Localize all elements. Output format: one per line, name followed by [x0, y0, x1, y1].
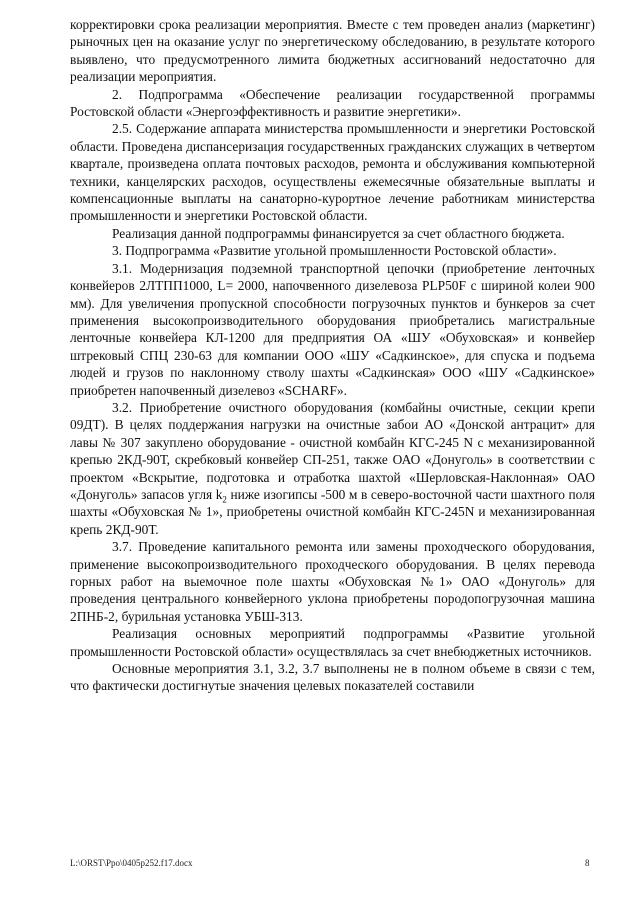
paragraph-subprogram-2: 2. Подпрограмма «Обеспечение реализации государственной программы Ростовской области «Энергоэффективность и развитие энергетики». [70, 86, 595, 120]
paragraph-3-1: 3.1. Модернизация подземной транспортной цепочки (приобретение ленточных конвейеров 2ЛТПП1000, L= 2000, напочвенного дизелевоза PLP50F с шириной колеи 900 мм). Для увеличения пропускной способности погрузочных пунктов и бункеров за счет применения высокопроизводительного оборудования приобретались магистральные ленточные конвейера КЛ-1200 для предприятия ОА «ШУ «Обуховская» и конвейер штрековый СПЦ 230-63 для компании ООО «ШУ «Садкинское», для спуска и подъема людей и грузов по наклонному стволу шахты «Садкинская» ООО «ШУ «Садкинское» приобретен напочвенный дизелевоз «SCHARF». [70, 260, 595, 398]
paragraph-3-2 [70, 399, 595, 538]
footer-page-number: 8 [585, 858, 590, 868]
paragraph-3-2-tail: ниже изогипсы -500 м в северо-восточной части шахтного поля шахты «Обуховская № 1», приобретены очистной комбайн КГС-245N и механизированная крепь 2КД-90Т. [70, 486, 595, 537]
paragraph-3-2-text: 3.2. Приобретение очистного оборудования (комбайны очистные, секции крепи 09ДТ). В целях поддержания нагрузки на очистные забои АО «Донской антрацит» для лавы № 307 закуплено оборудование - очистной комбайн КГС-245 N с механизированной крепью 2КД-90Т, скребковый конвейер СП-251, также ОАО «Донуголь» в соответствии с проектом «Вскрытие, подготовка и отработка шахтой «Шерловская-Наклонная» ОАО «Донуголь» запасов угля k [70, 399, 595, 502]
paragraph-main-events: Основные мероприятия 3.1, 3.2, 3.7 выполнены не в полном объеме в связи с тем, что фактически достигнутые значения целевых показателей составили [70, 661, 595, 694]
paragraph-financing-regional: Реализация данной подпрограммы финансируется за счет областного бюджета. [112, 225, 565, 241]
paragraph-financing-offbudget: Реализация основных мероприятий подпрограммы «Развитие угольной промышленности Ростовской области» осуществлялась за счет внебюджетных источников. [70, 626, 595, 659]
paragraph-continuation: корректировки срока реализации мероприятия. Вместе с тем проведен анализ (маркетинг) рыночных цен на оказание услуг по энергетическому обследованию, в результате которого выявлено, что предусмотренного лимита бюджетных ассигнований недостаточно для реализации мероприятия. [70, 17, 595, 85]
footer-file-path: L:\ORST\Ppo\0405p252.f17.docx [70, 858, 193, 868]
paragraph-2-5: 2.5. Содержание аппарата министерства промышленности и энергетики Ростовской области. Проведена диспансеризация государственных гражданских служащих в четвертом квартале, произведена оплата почтовых расходов, ремонта и обслуживания компьютерной техники, канцелярских расходов, осуществлены ежемесячные обязательные выплаты и компенсационные выплаты на санаторно-курортное лечение работникам министерства промышленности и энергетики Ростовской области. [70, 121, 595, 224]
paragraph-subprogram-3: 3. Подпрограмма «Развитие угольной промышленности Ростовской области». [112, 243, 557, 259]
paragraph-3-7: 3.7. Проведение капитального ремонта или замены проходческого оборудования, применение высокопроизводительного проходческого оборудования. В целях перевода горных работ на выемочное поле шахты «Обуховская №1» ОАО «Донуголь» для проведения центрального конвейерного уклона приобретены породопогрузочная машина 2ПНБ-2, бурильная установка УБШ-313. [70, 539, 595, 624]
body-text [70, 16, 595, 695]
paragraph-3-2-subscript: 2 [222, 494, 227, 505]
